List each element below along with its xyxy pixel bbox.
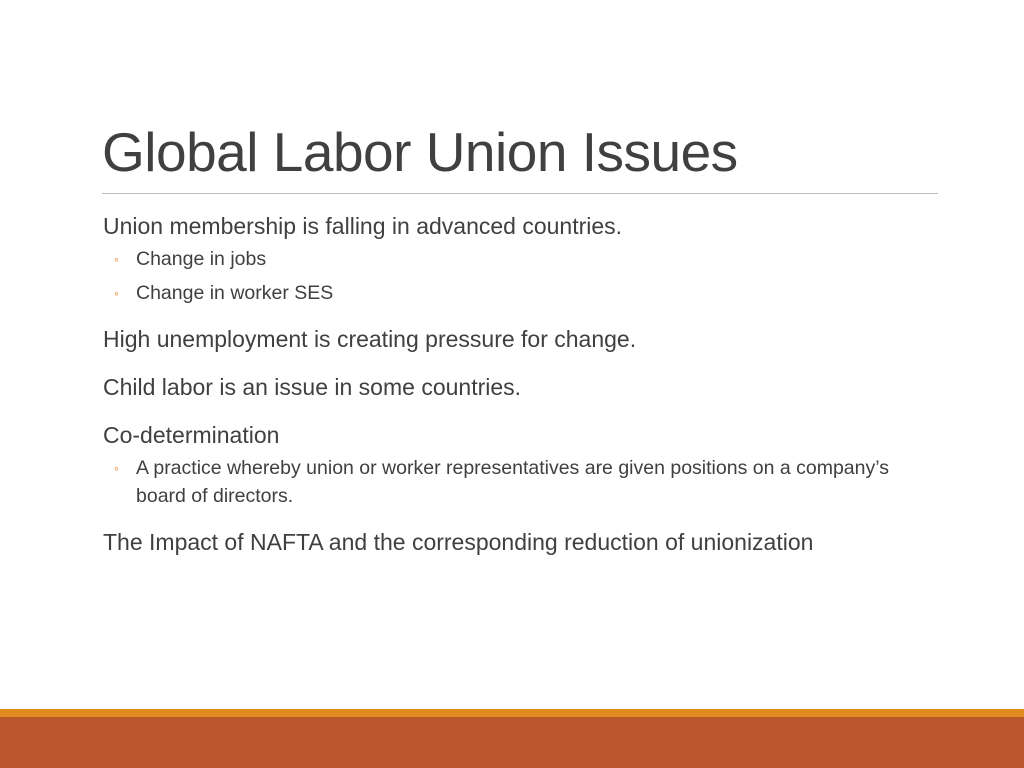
bullet-2: High unemployment is creating pressure for change.	[103, 326, 637, 352]
footer-accent-stripe	[0, 709, 1024, 717]
bullet-1: Union membership is falling in advanced countries.	[103, 213, 623, 239]
circle-bullet-icon: ◦	[114, 251, 119, 267]
sub-bullet-1-2	[103, 279, 938, 307]
bullet-3: Child labor is an issue in some countries.	[103, 374, 522, 400]
slide-content	[103, 210, 938, 558]
slide-title: Global Labor Union Issues	[102, 121, 738, 183]
footer-band	[0, 717, 1024, 768]
bullet-5: The Impact of NAFTA and the corresponding reduction of unionization	[103, 529, 814, 555]
sub-bullet-text: Change in jobs	[136, 248, 267, 270]
sub-bullet-4-1	[103, 454, 938, 510]
title-divider	[102, 193, 938, 194]
circle-bullet-icon: ◦	[114, 285, 119, 301]
sub-bullet-1-1	[103, 245, 938, 273]
sub-bullet-text: Change in worker SES	[136, 282, 334, 304]
bullet-4: Co-determination	[103, 422, 280, 448]
circle-bullet-icon: ◦	[114, 460, 119, 476]
sub-bullet-text: A practice whereby union or worker representatives are given positions on a company’s board of directors.	[136, 457, 889, 507]
